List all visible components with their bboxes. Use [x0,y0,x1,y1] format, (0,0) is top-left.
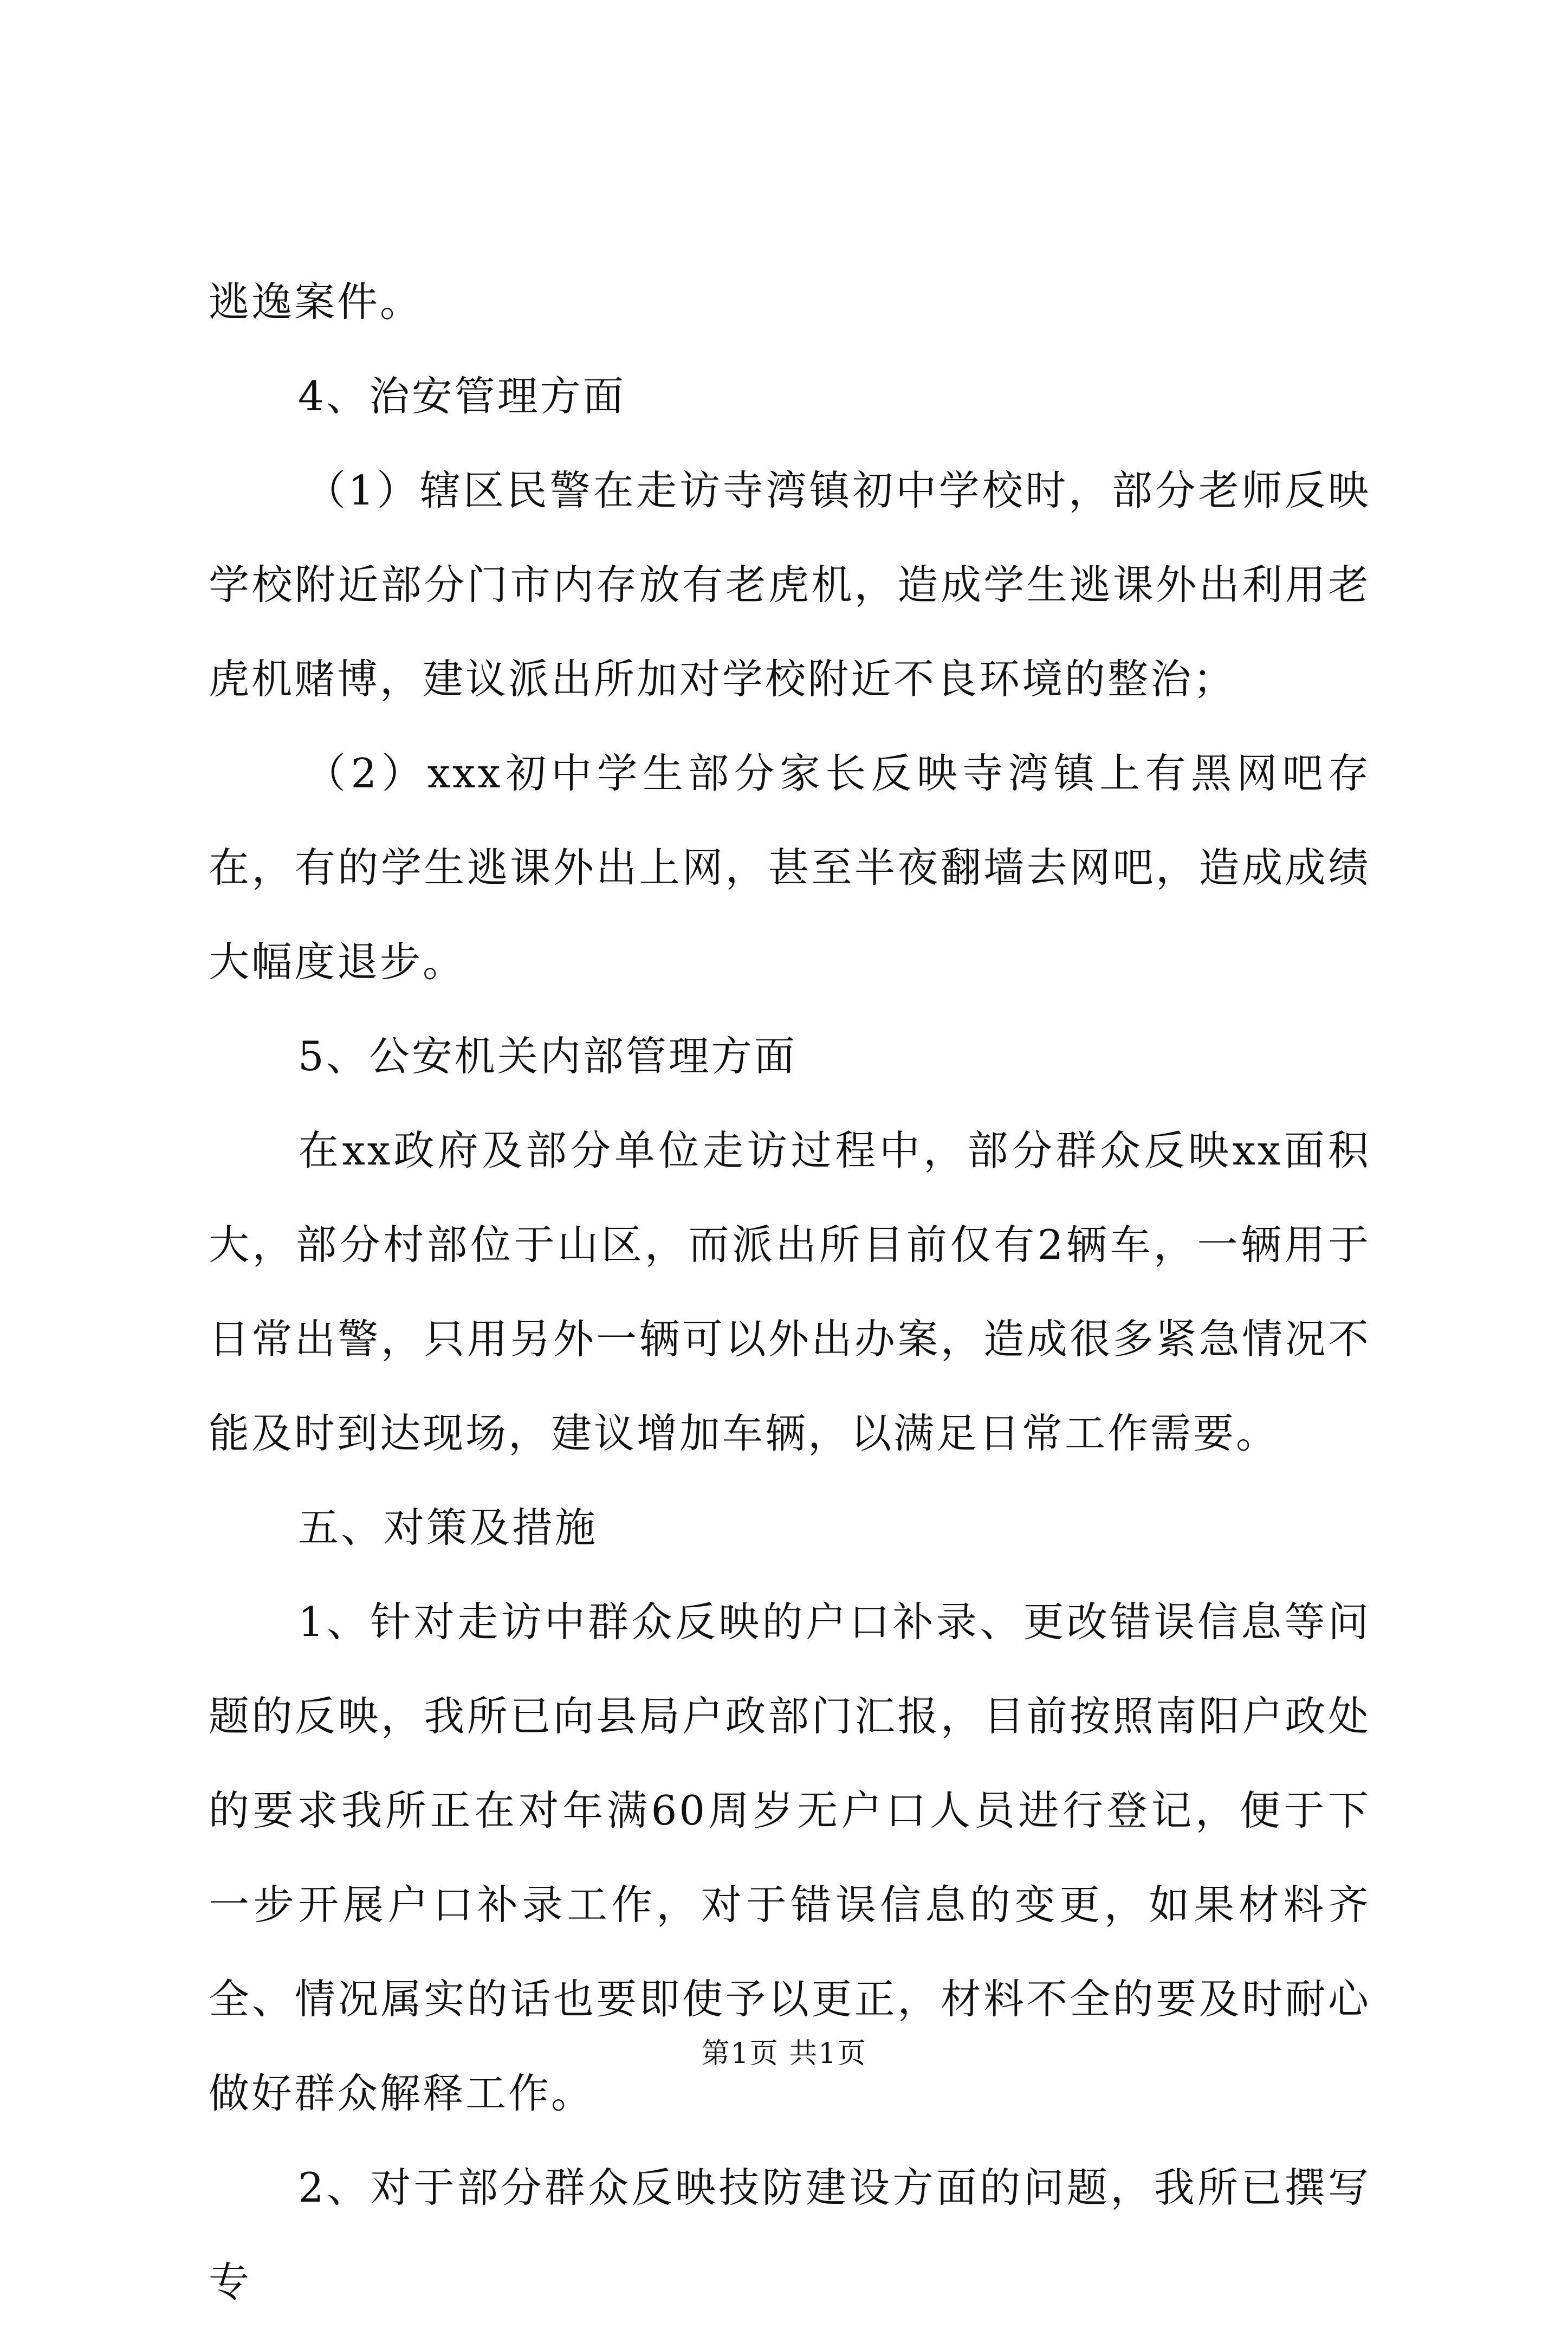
paragraph-continuation: 逃逸案件。 [209,278,423,326]
section-heading-internal-management: 5、公安机关内部管理方面 [298,1032,797,1080]
paragraph-item-1: （1）辖区民警在走访寺湾镇初中学校时，部分老师反映学校附近部分门市内存放有老虎机，造成学生逃课外出利用老虎机赌博，建议派出所加对学校附近不良环境的整治； [209,467,1371,703]
section-heading-public-security: 4、治安管理方面 [298,372,626,420]
document-body [209,255,1371,2329]
page-number-label: 第1页 共1页 [701,2037,867,2070]
paragraph-item-2: （2）xxx初中学生部分家长反映寺湾镇上有黑网吧存在，有的学生逃课外出上网，甚至半夜翻墙去网吧，造成成绩大幅度退步。 [209,749,1371,986]
paragraph-vehicles: 在xx政府及部分单位走访过程中，部分群众反映xx面积大，部分村部位于山区，而派出所目前仅有2辆车，一辆用于日常出警，只用另外一辆可以外出办案，造成很多紧急情况不能及时到达现场，建议增加车辆，以满足日常工作需要。 [209,1127,1371,1457]
section-heading-countermeasures: 五、对策及措施 [298,1504,598,1551]
paragraph-measure-1: 1、针对走访中群众反映的户口补录、更改错误信息等问题的反映，我所已向县局户政部门汇报，目前按照南阳户政处的要求我所正在对年满60周岁无户口人员进行登记，便于下一步开展户口补录工作，对于错误信息的变更，如果材料齐全、情况属实的话也要即使予以更正，材料不全的要及时耐心做好群众解释工作。 [209,1598,1371,2117]
paragraph-measure-2: 2、对于部分群众反映技防建设方面的问题，我所已撰写专 [209,2164,1371,2306]
page-footer [0,2035,1568,2073]
